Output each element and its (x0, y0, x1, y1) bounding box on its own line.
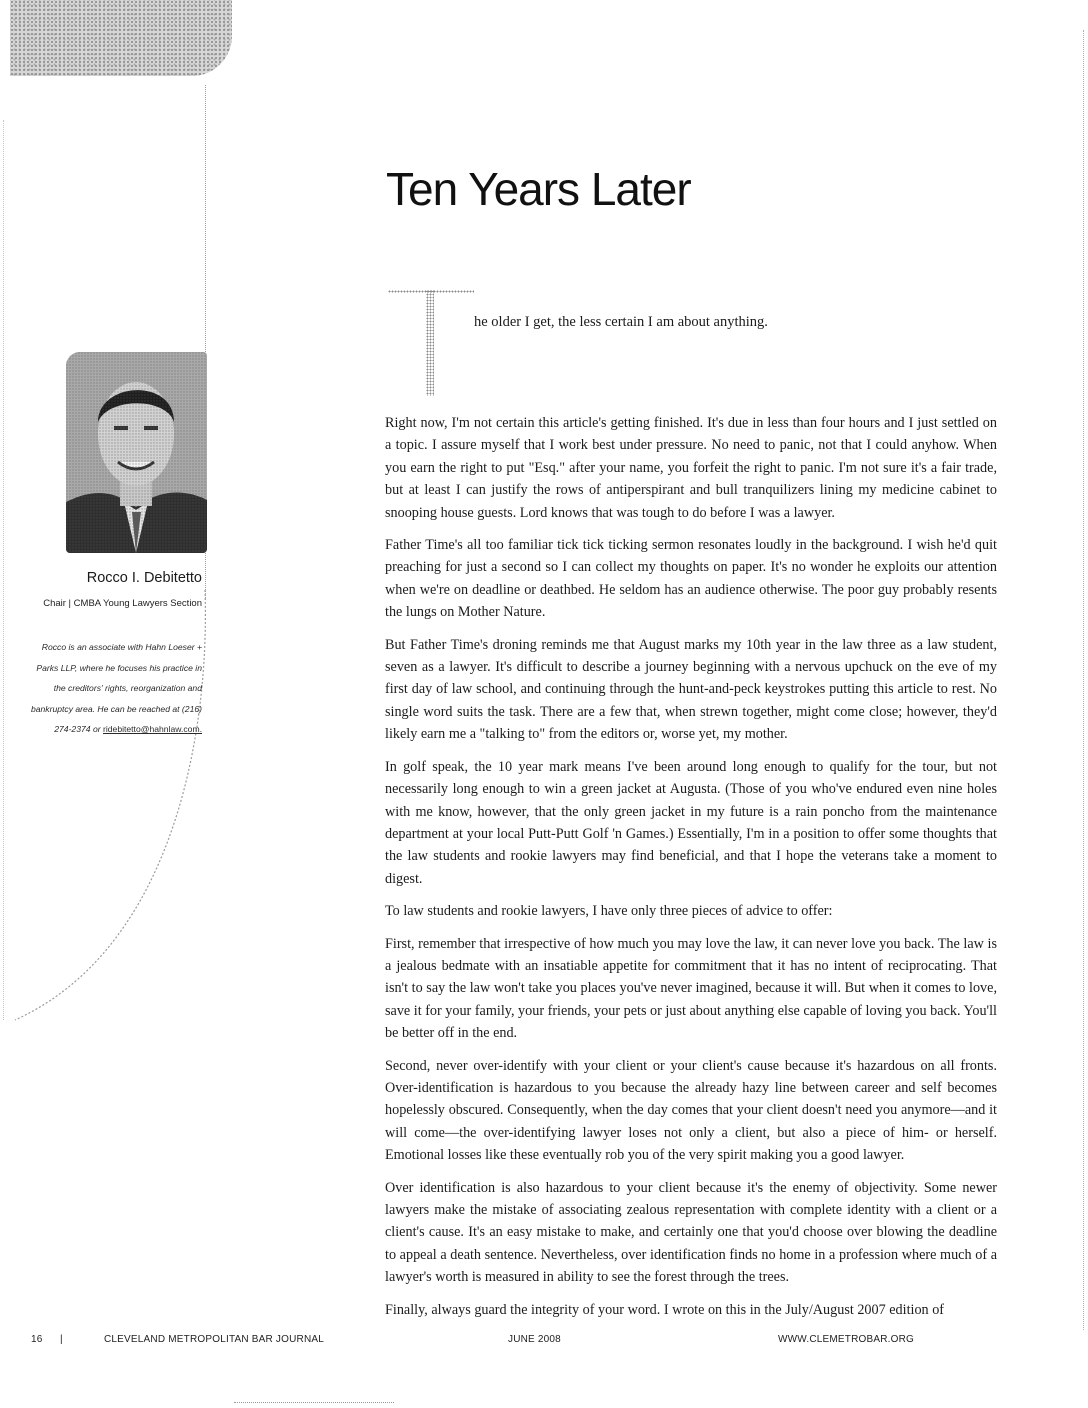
body-paragraph: First, remember that irrespective of how much you may love the law, it can never love you back. The law is a jealous bedmate with an insatiable appetite for commitment that it has no intent of reciprocating. That isn't to say the law won't take you places you've never imagined, because it will. But when it comes to love, save it for your family, your friends, your pets or just about anything else capable of loving you back. You'll be better off in the end. (385, 935, 997, 1042)
page-number: 16 (31, 1334, 43, 1345)
body-paragraph: To law students and rookie lawyers, I have only three pieces of advice to offer: (385, 903, 833, 920)
author-email-link[interactable]: ridebitetto@hahnlaw.com. (102, 724, 202, 735)
scan-edge-left (3, 120, 6, 1020)
body-paragraph: In golf speak, the 10 year mark means I've been around long enough to qualify for the tour, but not necessarily long enough to win a green jacket at Augusta. (Those of you who've endured even nine holes with me know, however, that the only green jacket in my future is a rain poncho from the maintenance department at your local Putt-Putt Golf 'n Games.) Essentially, I'm in a position to offer some thoughts that the law students and rookie lawyers may find beneficial, and that I hope the veterans take a moment to digest. (385, 758, 997, 887)
drop-cap-t (388, 290, 474, 396)
author-name: Rocco I. Debitetto (86, 570, 202, 586)
author-bio (26, 637, 202, 740)
body-paragraph: Over identification is also hazardous to your client because it's the enemy of objectivity. Some newer lawyers make the mistake of associating zealous representation with complete identity with a client or a client's cause. It's an easy mistake to make, and certainly one that you'd choose over blowing the deadline to appeal a death sentence. Nevertheless, over identification finds no home in a profession where much of a lawyer's worth is measured in ability to see the forest through the trees. (385, 1179, 997, 1286)
article-body (385, 412, 997, 1331)
lead-sentence: he older I get, the less certain I am about anything. (474, 314, 768, 330)
body-paragraph: Right now, I'm not certain this article's getting finished. It's due in less than four hours and I just settled on a topic. I assure myself that I work best under pressure. No need to panic, not that I could anyhow. When you earn the right to put "Esq." after your name, you forfeit the right to panic. I'm not sure it's a fair trade, but at least I can justify the rows of antiperspirant and bull tranquilizers lining my medicine cabinet to snooping house guests. Lord knows that was tough to do before I was a lawyer. (385, 415, 997, 521)
website-link[interactable]: WWW.CLEMETROBAR.ORG (778, 1334, 915, 1345)
author-role: Chair | CMBA Young Lawyers Section (43, 598, 202, 609)
body-paragraph: Father Time's all too familiar tick tick ticking sermon resonates loudly in the background. I wish he'd quit preaching for just a second so I can collect my thoughts on paper. It's no wonder he exploits our attention when we're on deadline or deathbed. He seldom has an audience otherwise. The poor guy probably resents the lungs on Mother Nature. (385, 537, 997, 621)
scan-edge-right (1081, 30, 1084, 1330)
page-footer (0, 1334, 1088, 1354)
body-paragraph: But Father Time's droning reminds me that August marks my 10th year in the law three as a law student, seven as a lawyer. It's difficult to describe a journey beginning with a nervous upchuck on the eve of my first day of law school, and continuing through the hunt-and-peck keystrokes putting this article to rest. No single word suits the task. There are a few that, when strewn together, might come close; however, they'd likely earn me a "talking to" from the editors or, worse yet, my mother. (385, 636, 997, 743)
decorative-halftone-block (10, 0, 232, 76)
body-paragraph: Second, never over-identify with your client or your client's cause because it's hazardous on all fronts. Over-identification is hazardous to you because the already hazy line between career and self becomes hopelessly obscured. Consequently, when the day comes that your client doesn't need you anymore—and it will come—the over-identifying lawyer loses not only a client, but also a piece of him- or herself. Emotional losses like these eventually rob you of the very spirit making you a good lawyer. (385, 1057, 997, 1164)
body-paragraph: Finally, always guard the integrity of your word. I wrote on this in the July/August 2007 edition of (385, 1301, 945, 1318)
footer-separator: | (60, 1334, 63, 1345)
author-bio-text: Rocco is an associate with Hahn Loeser + Parks LLP, where he focuses his practice in the creditors' rights, reorganization and bankruptcy area. He can be reached at (216) 274-2374 or (30, 642, 202, 735)
issue-date: JUNE 2008 (508, 1334, 561, 1345)
scan-edge-bottom (234, 1402, 394, 1404)
article-title: Ten Years Later (386, 163, 691, 215)
journal-name: CLEVELAND METROPOLITAN BAR JOURNAL (104, 1334, 324, 1345)
author-photo (66, 352, 207, 553)
